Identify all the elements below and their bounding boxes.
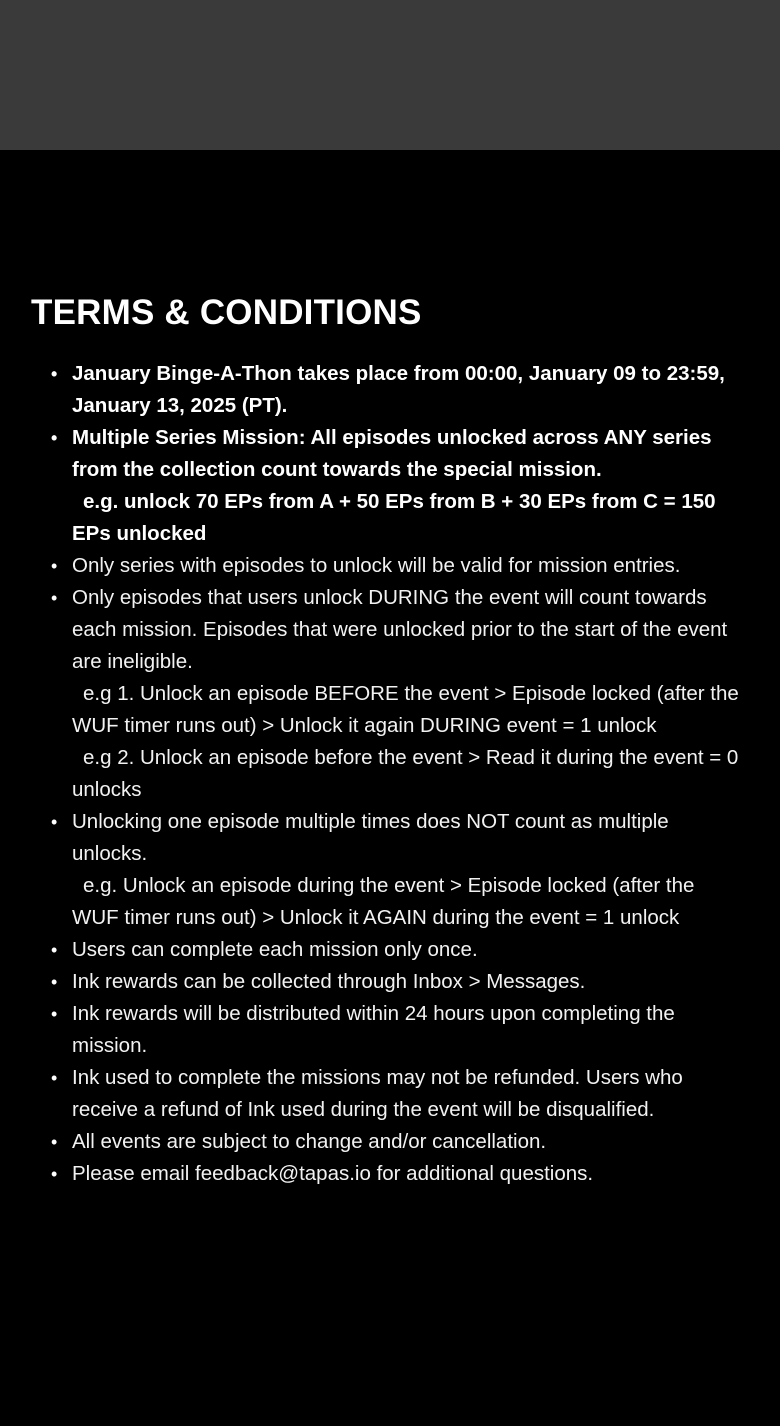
term-item	[51, 358, 744, 422]
bullet-icon: •	[51, 972, 58, 992]
top-banner-area	[0, 0, 780, 150]
term-item	[51, 1062, 744, 1126]
term-item	[51, 966, 744, 998]
term-text: Only series with episodes to unlock will be valid for mission entries.	[72, 554, 681, 577]
bullet-icon: •	[51, 1164, 58, 1184]
term-item	[51, 550, 744, 582]
bullet-icon: •	[51, 588, 58, 608]
term-text: Unlocking one episode multiple times does NOT count as multiple unlocks.	[72, 810, 669, 865]
bullet-icon: •	[51, 556, 58, 576]
terms-and-conditions-section	[0, 290, 780, 1190]
term-example	[72, 678, 744, 742]
term-text: All events are subject to change and/or cancellation.	[72, 1130, 547, 1153]
term-example	[72, 486, 744, 550]
bullet-icon: •	[51, 1132, 58, 1152]
term-item	[51, 422, 744, 550]
term-text: Multiple Series Mission: All episodes unlocked across ANY series from the collection count towards the special mission.	[72, 426, 712, 481]
bullet-icon: •	[51, 1068, 58, 1088]
term-item	[51, 1126, 744, 1158]
term-text: Please email feedback@tapas.io for additional questions.	[72, 1162, 594, 1185]
term-item	[51, 934, 744, 966]
term-item	[51, 1158, 744, 1190]
term-item	[51, 998, 744, 1062]
bullet-icon: •	[51, 940, 58, 960]
bullet-icon: •	[51, 1004, 58, 1024]
term-example-text: e.g 2. Unlock an episode before the event > Read it during the event = 0 unlocks	[72, 746, 739, 801]
term-text: Only episodes that users unlock DURING the event will count towards each mission. Episodes that were unlocked prior to the start of the event are ineligible.	[72, 586, 728, 673]
term-example-text: e.g. Unlock an episode during the event > Episode locked (after the WUF timer runs out) > Unlock it AGAIN during the event = 1 unlock	[72, 874, 695, 929]
bullet-icon: •	[51, 812, 58, 832]
term-text: January Binge-A-Thon takes place from 00:00, January 09 to 23:59, January 13, 2025 (PT).	[72, 362, 725, 417]
term-item	[51, 582, 744, 806]
term-text: Ink rewards can be collected through Inbox > Messages.	[72, 970, 586, 993]
term-example	[72, 742, 744, 806]
terms-title: TERMS & CONDITIONS	[31, 293, 422, 332]
term-example	[72, 870, 744, 934]
bullet-icon: •	[51, 428, 58, 448]
term-text: Users can complete each mission only once.	[72, 938, 478, 961]
term-example-text: e.g 1. Unlock an episode BEFORE the event > Episode locked (after the WUF timer runs out) > Unlock it again DURING event = 1 unlock	[72, 682, 739, 737]
term-example-text: e.g. unlock 70 EPs from A + 50 EPs from B + 30 EPs from C = 150 EPs unlocked	[72, 490, 716, 545]
term-text: Ink used to complete the missions may not be refunded. Users who receive a refund of Ink used during the event will be disqualified.	[72, 1066, 683, 1121]
bullet-icon: •	[51, 364, 58, 384]
term-text: Ink rewards will be distributed within 24 hours upon completing the mission.	[72, 1002, 675, 1057]
term-item	[51, 806, 744, 934]
terms-list	[0, 358, 780, 1190]
